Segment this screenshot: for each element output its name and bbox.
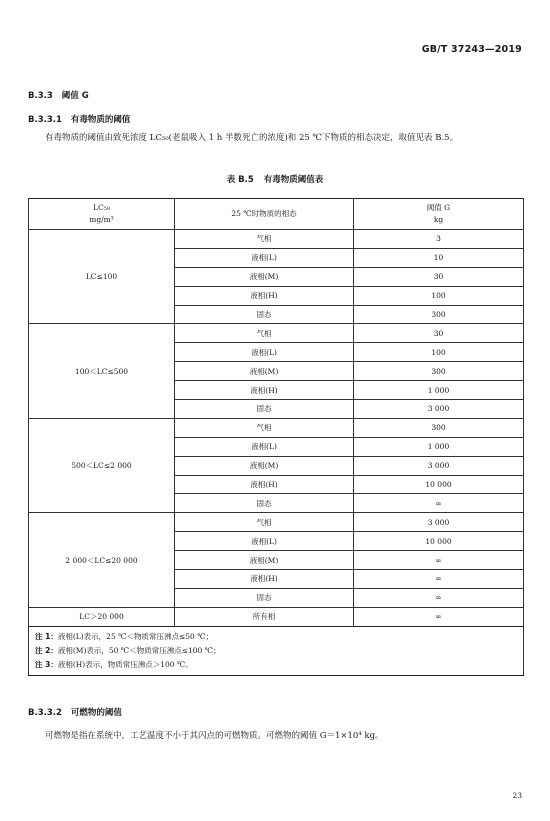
phase-cell: 固态 xyxy=(175,588,354,607)
header-lc50: LC₅₀ mg/m³ xyxy=(29,199,175,230)
note-text: 液相(M)表示，50 ℃＜物质常压沸点≤100 ℃； xyxy=(57,645,221,655)
section-title: 阈值 G xyxy=(61,91,89,101)
phase-cell: 所有相 xyxy=(175,607,354,626)
section-heading-b3331 xyxy=(28,113,130,125)
threshold-value-cell: ∞ xyxy=(354,588,524,607)
phase-cell: 液相(M) xyxy=(175,267,354,286)
threshold-value-cell: 10 xyxy=(354,248,524,267)
phase-cell: 液相(M) xyxy=(175,362,354,381)
page-number: 23 xyxy=(512,791,522,800)
table-row xyxy=(29,230,524,249)
phase-cell: 固态 xyxy=(175,305,354,324)
table-header-row xyxy=(29,199,524,230)
standard-number: GB/T 37243—2019 xyxy=(421,44,522,55)
phase-cell: 液相(H) xyxy=(175,475,354,494)
lc-range-cell: LC＞20 000 xyxy=(29,607,175,626)
threshold-value-cell: 3 000 xyxy=(354,513,524,532)
table-row xyxy=(29,607,524,626)
table-number: 表 B.5 xyxy=(226,175,254,185)
threshold-value-cell: 3 000 xyxy=(354,400,524,419)
section-title: 可燃物的阈值 xyxy=(70,708,122,718)
header-phase: 25 ℃时物质的相态 xyxy=(175,199,354,230)
lc-range-cell: 2 000＜LC≤20 000 xyxy=(29,513,175,607)
note-label: 注 3： xyxy=(35,659,58,669)
phase-cell: 气相 xyxy=(175,324,354,343)
lc-range-cell: LC≤100 xyxy=(29,230,175,324)
paragraph-combustible-threshold: 可燃物是指在系统中，工艺温度不小于其闪点的可燃物质。可燃物的阈值 G＝1×10⁴ kg。 xyxy=(45,731,384,741)
table-body xyxy=(29,230,524,676)
threshold-value-cell: 3 000 xyxy=(354,456,524,475)
section-title: 有毒物质的阈值 xyxy=(70,115,131,125)
phase-cell: 液相(H) xyxy=(175,381,354,400)
threshold-value-cell: 30 xyxy=(354,267,524,286)
threshold-value-cell: 100 xyxy=(354,286,524,305)
threshold-value-cell: 1 000 xyxy=(354,437,524,456)
section-heading-b3332 xyxy=(28,706,122,718)
table-notes xyxy=(29,626,524,675)
threshold-value-cell: 3 xyxy=(354,230,524,249)
lc-range-cell: 100＜LC≤500 xyxy=(29,324,175,418)
section-number: B.3.3.2 xyxy=(28,708,62,718)
threshold-value-cell: 100 xyxy=(354,343,524,362)
phase-cell: 液相(L) xyxy=(175,532,354,551)
lc-range-cell: 500＜LC≤2 000 xyxy=(29,418,175,512)
threshold-value-cell: 10 000 xyxy=(354,532,524,551)
table-row xyxy=(29,418,524,437)
phase-cell: 固态 xyxy=(175,400,354,419)
threshold-value-cell: ∞ xyxy=(354,494,524,513)
phase-cell: 气相 xyxy=(175,230,354,249)
threshold-value-cell: ∞ xyxy=(354,570,524,589)
section-number: B.3.3 xyxy=(28,91,53,101)
threshold-value-cell: 300 xyxy=(354,305,524,324)
note-label: 注 1： xyxy=(35,631,58,641)
phase-cell: 液相(H) xyxy=(175,286,354,305)
table-title: 有毒物质阈值表 xyxy=(263,175,324,185)
threshold-value-cell: 300 xyxy=(354,418,524,437)
phase-cell: 液相(L) xyxy=(175,437,354,456)
table-note xyxy=(35,658,517,672)
threshold-value-cell: ∞ xyxy=(354,607,524,626)
phase-cell: 液相(L) xyxy=(175,248,354,267)
phase-cell: 液相(M) xyxy=(175,551,354,570)
table-row xyxy=(29,324,524,343)
phase-cell: 液相(L) xyxy=(175,343,354,362)
section-number: B.3.3.1 xyxy=(28,115,62,125)
table-notes-row xyxy=(29,626,524,675)
section-heading-b333 xyxy=(28,89,89,101)
threshold-value-cell: 1 000 xyxy=(354,381,524,400)
threshold-value-cell: 10 000 xyxy=(354,475,524,494)
toxic-threshold-table xyxy=(28,198,524,676)
table-note xyxy=(35,644,517,658)
note-text: 液相(L)表示，25 ℃＜物质常压沸点≤50 ℃； xyxy=(57,631,214,641)
note-label: 注 2： xyxy=(35,645,58,655)
phase-cell: 固态 xyxy=(175,494,354,513)
phase-cell: 气相 xyxy=(175,418,354,437)
phase-cell: 液相(H) xyxy=(175,570,354,589)
table-caption xyxy=(0,173,550,185)
threshold-value-cell: ∞ xyxy=(354,551,524,570)
threshold-value-cell: 30 xyxy=(354,324,524,343)
header-threshold: 阈值 G kg xyxy=(354,199,524,230)
threshold-value-cell: 300 xyxy=(354,362,524,381)
table-row xyxy=(29,513,524,532)
phase-cell: 液相(M) xyxy=(175,456,354,475)
phase-cell: 气相 xyxy=(175,513,354,532)
note-text: 液相(H)表示，物质常压沸点＞100 ℃。 xyxy=(57,659,193,669)
paragraph-toxic-threshold: 有毒物质的阈值由致死浓度 LC₅₀(老鼠吸入 1 h 半数死亡的浓度)和 25 ℃下物质的相态决定，取值见表 B.5。 xyxy=(45,133,459,143)
table-note xyxy=(35,630,517,644)
